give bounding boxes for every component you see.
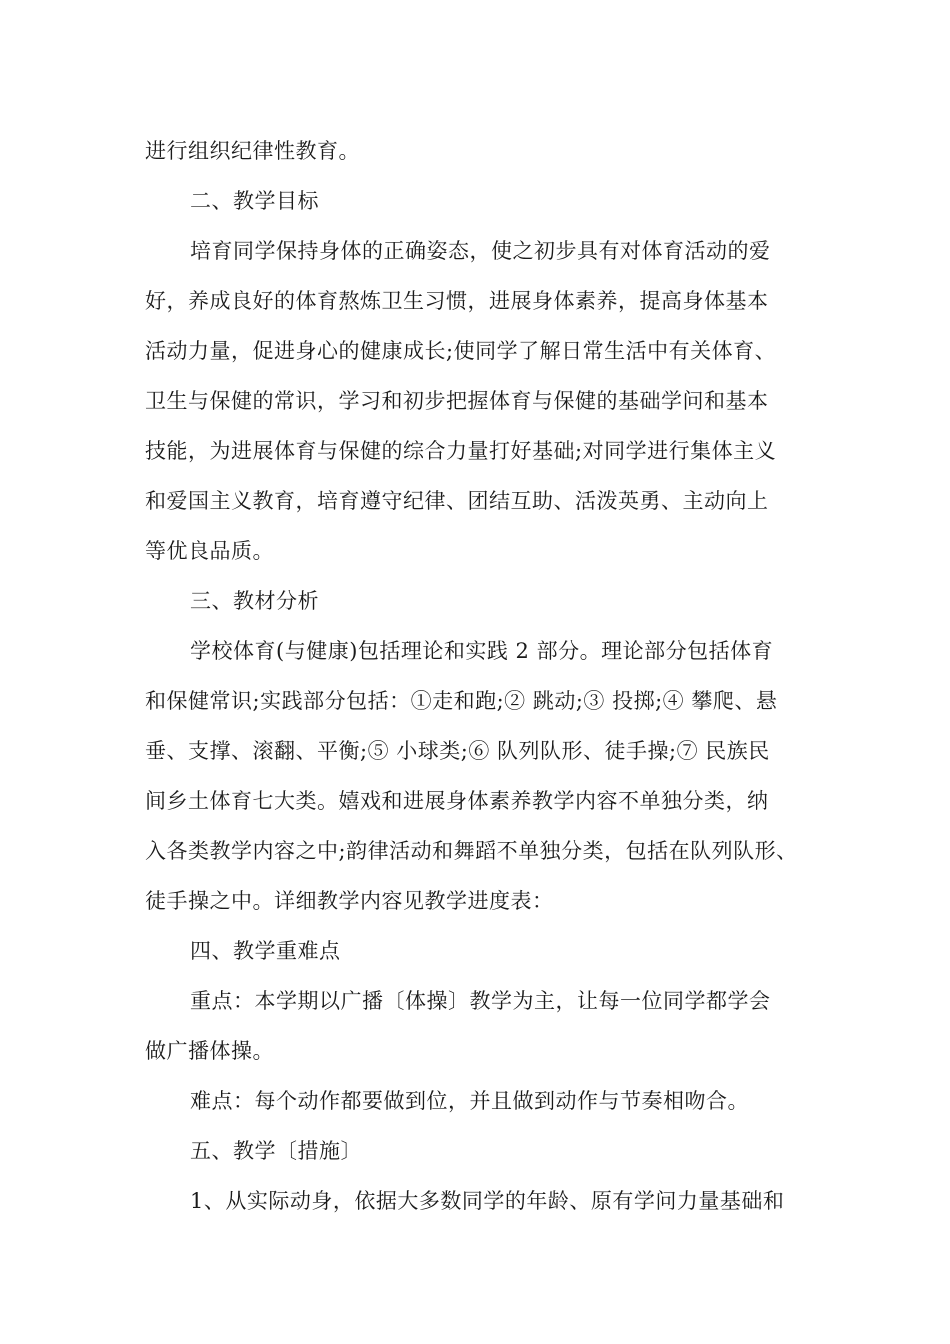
body-text-line: 垂、支撑、滚翻、平衡;⑤ 小球类;⑥ 队列队形、徒手操;⑦ 民族民 xyxy=(145,739,770,763)
body-text-line: 卫生与保健的常识，学习和初步把握体育与保健的基础学问和基本 xyxy=(145,389,769,413)
body-text-line: 入各类教学内容之中;韵律活动和舞蹈不单独分类，包括在队列队形、 xyxy=(145,839,798,863)
body-text-line: 难点：每个动作都要做到位，并且做到动作与节奏相吻合。 xyxy=(190,1089,749,1113)
body-text-line: 等优良品质。 xyxy=(145,539,274,563)
body-text-line: 重点：本学期以广播〔体操〕教学为主，让每一位同学都学会 xyxy=(190,989,771,1013)
section-heading-objectives: 二、教学目标 xyxy=(190,189,319,213)
body-text-line: 和保健常识;实践部分包括：①走和跑;② 跳动;③ 投掷;④ 攀爬、悬 xyxy=(145,689,778,713)
body-text-line: 活动力量，促进身心的健康成长;使同学了解日常生活中有关体育、 xyxy=(145,339,777,363)
body-text-line: 间乡土体育七大类。嬉戏和进展身体素养教学内容不单独分类，纳 xyxy=(145,789,769,813)
body-text-line: 学校体育(与健康)包括理论和实践 2 部分。理论部分包括体育 xyxy=(190,639,774,663)
body-text-line: 1、从实际动身，依据大多数同学的年龄、原有学问力量基础和 xyxy=(190,1189,785,1213)
body-text-line: 技能，为进展体育与保健的综合力量打好基础;对同学进行集体主义 xyxy=(145,439,777,463)
body-text-line: 培育同学保持身体的正确姿态，使之初步具有对体育活动的爱 xyxy=(190,239,771,263)
section-heading-key-points: 四、教学重难点 xyxy=(190,939,341,963)
body-text-line: 和爱国主义教育，培育遵守纪律、团结互助、活泼英勇、主动向上 xyxy=(145,489,769,513)
body-text-line: 徒手操之中。详细教学内容见教学进度表： xyxy=(145,889,554,913)
body-text-line: 进行组织纪律性教育。 xyxy=(145,139,360,163)
body-text-line: 好，养成良好的体育熬炼卫生习惯，进展身体素养，提高身体基本 xyxy=(145,289,769,313)
body-text-line: 做广播体操。 xyxy=(145,1039,274,1063)
section-heading-measures: 五、教学〔措施〕 xyxy=(190,1139,362,1163)
section-heading-materials: 三、教材分析 xyxy=(190,589,319,613)
